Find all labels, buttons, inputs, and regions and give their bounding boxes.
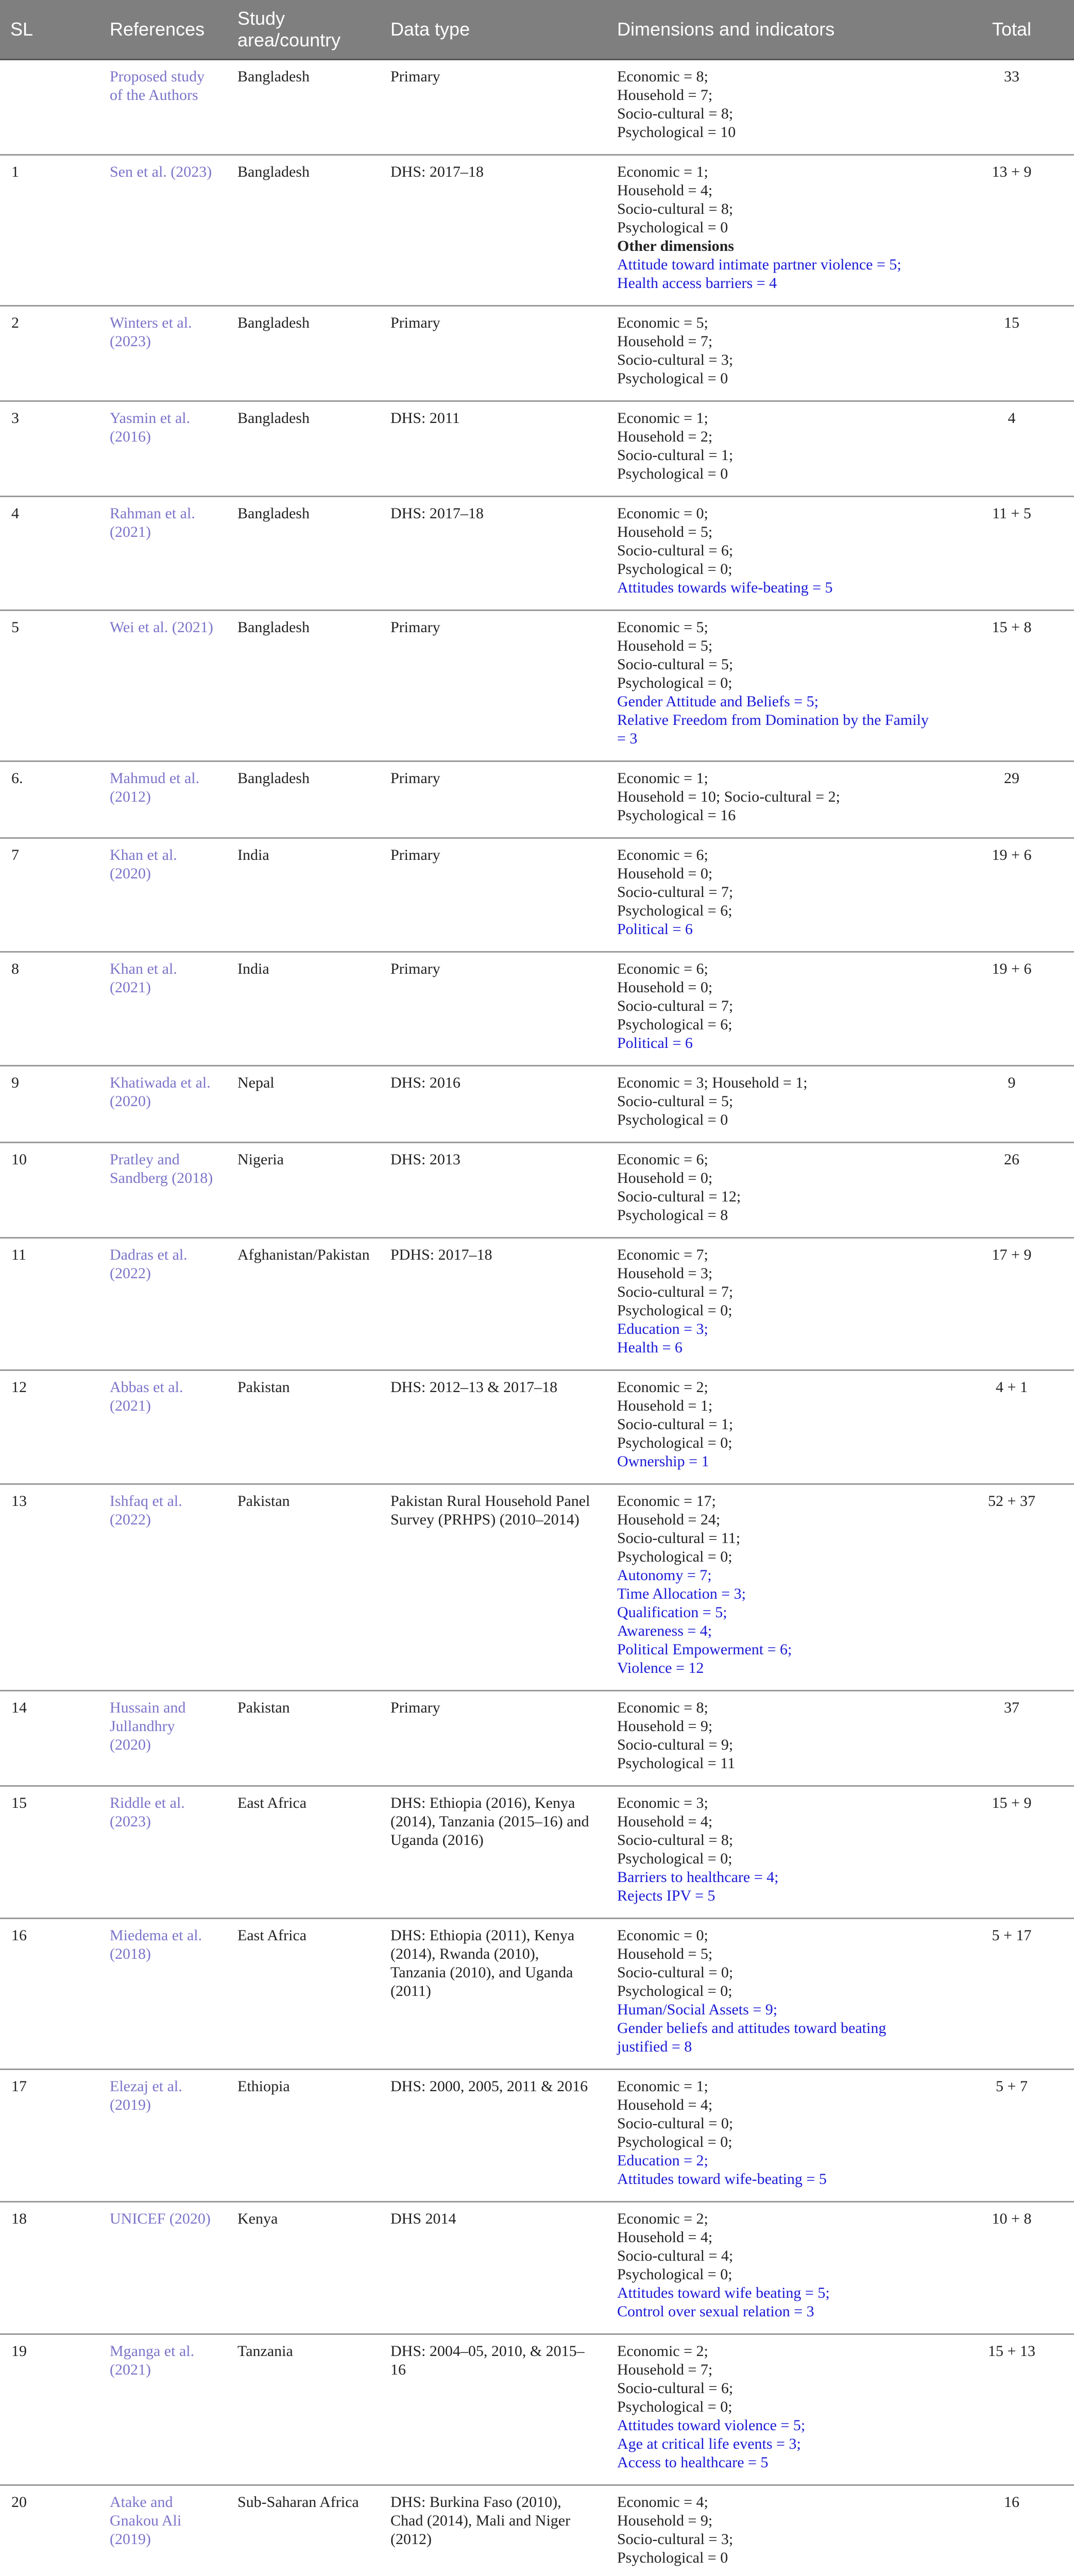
table-row [0,1066,1074,1143]
dimension-indicator: Household = 1; [617,1397,713,1414]
dimension-indicator: Socio-cultural = 7; [617,1283,734,1300]
row-sl: 8 [0,952,99,1066]
table-row [0,1919,1074,2070]
dimension-indicator: Psychological = 11 [617,1755,736,1772]
row-dimensions [607,401,949,497]
row-total: 11 + 5 [949,497,1074,611]
other-dimension-indicator: Ownership = 1 [617,1453,709,1470]
row-data-type: Primary [380,952,607,1066]
other-dimension-indicator: Barriers to healthcare = 4; [617,1869,779,1886]
dimension-indicator: Socio-cultural = 7; [617,997,734,1014]
row-total: 17 + 9 [949,1238,1074,1370]
row-sl: 17 [0,2070,99,2202]
dimension-indicator: Economic = 2; [617,2210,708,2227]
row-data-type: Pakistan Rural Household Panel Survey (PRHPS) (2010–2014) [380,1484,607,1691]
other-dimension-indicator: Health access barriers = 4 [617,275,777,292]
reference-link[interactable]: Atake and Gnakou Ali (2019) [99,2485,227,2576]
row-total: 19 + 6 [949,838,1074,952]
row-dimensions [607,60,949,155]
row-study-area: Bangladesh [227,60,380,155]
table-row [0,611,1074,761]
row-sl: 9 [0,1066,99,1143]
other-dimension-indicator: Attitude toward intimate partner violence = 5; [617,256,901,273]
reference-link[interactable]: Pratley and Sandberg (2018) [99,1143,227,1238]
dimension-indicator: Psychological = 0 [617,1111,728,1128]
dimension-indicator: Economic = 5; [617,619,708,636]
other-dimension-indicator: Awareness = 4; [617,1622,712,1639]
row-dimensions [607,155,949,306]
dimension-indicator: Economic = 0; [617,505,708,522]
table-row [0,401,1074,497]
row-total: 13 + 9 [949,155,1074,306]
dimension-indicator: Economic = 0; [617,1927,708,1944]
dimension-indicator: Economic = 17; [617,1493,716,1510]
row-data-type: DHS: 2000, 2005, 2011 & 2016 [380,2070,607,2202]
table-body [0,60,1074,2576]
other-dimension-indicator: Time Allocation = 3; [617,1585,746,1602]
row-sl: 15 [0,1786,99,1919]
dimension-indicator: Household = 7; [617,87,713,104]
row-dimensions [607,761,949,838]
dimension-indicator: Economic = 4; [617,2494,708,2511]
header-study-area: Study area/country [227,0,380,60]
dimension-indicator: Psychological = 0 [617,370,728,387]
table-row [0,497,1074,611]
row-total: 4 [949,401,1074,497]
row-study-area: Pakistan [227,1370,380,1484]
dimension-indicator: Household = 0; [617,1170,713,1187]
dimension-indicator: Socio-cultural = 3; [617,2531,734,2548]
row-total: 19 + 6 [949,952,1074,1066]
table-row [0,838,1074,952]
other-dimension-indicator: Violence = 12 [617,1659,704,1676]
row-data-type: DHS: Ethiopia (2011), Kenya (2014), Rwanda (2010), Tanzania (2010), and Uganda (2011) [380,1919,607,2070]
dimension-indicator: Psychological = 0 [617,2549,728,2566]
row-sl: 10 [0,1143,99,1238]
dimension-indicator: Psychological = 0; [617,1982,732,1999]
dimension-indicator: Household = 4; [617,182,713,199]
row-study-area: East Africa [227,1919,380,2070]
table-row [0,1484,1074,1691]
row-total: 15 + 8 [949,611,1074,761]
other-dimension-indicator: Relative Freedom from Domination by the Family = 3 [617,711,929,747]
row-dimensions [607,1238,949,1370]
dimension-indicator: Economic = 2; [617,2343,708,2360]
other-dimension-indicator: Political = 6 [617,921,693,938]
dimension-indicator: Socio-cultural = 6; [617,2380,734,2397]
row-sl [0,60,99,155]
other-dimension-indicator: Age at critical life events = 3; [617,2435,801,2452]
row-data-type: PDHS: 2017–18 [380,1238,607,1370]
row-data-type: DHS 2014 [380,2202,607,2334]
table-row [0,1238,1074,1370]
table-row [0,2334,1074,2485]
other-dimension-indicator: Education = 2; [617,2152,708,2169]
dimension-indicator: Socio-cultural = 9; [617,1736,734,1753]
dimension-indicator: Household = 3; [617,1265,713,1282]
table-row [0,2202,1074,2334]
row-data-type: DHS: 2012–13 & 2017–18 [380,1370,607,1484]
dimension-indicator: Household = 5; [617,523,713,540]
row-data-type: Primary [380,838,607,952]
reference-link[interactable]: Wei et al. (2021) [99,611,227,761]
row-data-type: Primary [380,611,607,761]
reference-link[interactable]: Dadras et al. (2022) [99,1238,227,1370]
dimension-indicator: Socio-cultural = 0; [617,1964,734,1981]
dimension-indicator: Household = 0; [617,979,713,996]
row-total: 5 + 7 [949,2070,1074,2202]
reference-link[interactable]: Miedema et al. (2018) [99,1919,227,2070]
dimension-indicator: Household = 9; [617,1718,713,1735]
dimension-indicator: Psychological = 10 [617,124,736,141]
table-row [0,1143,1074,1238]
dimension-indicator: Household = 4; [617,1813,713,1830]
row-dimensions [607,952,949,1066]
row-study-area: Nepal [227,1066,380,1143]
dimension-indicator: Economic = 3; Household = 1; [617,1074,808,1091]
dimension-indicator: Socio-cultural = 4; [617,2247,734,2264]
table-row [0,306,1074,401]
row-data-type: Primary [380,60,607,155]
row-data-type: Primary [380,306,607,401]
row-total: 37 [949,1691,1074,1786]
reference-link[interactable]: Mganga et al. (2021) [99,2334,227,2485]
row-data-type: DHS: 2013 [380,1143,607,1238]
other-dimension-indicator: Attitudes toward wife beating = 5; [617,2284,830,2301]
row-study-area: Tanzania [227,2334,380,2485]
row-dimensions [607,2334,949,2485]
dimension-indicator: Economic = 8; [617,1699,708,1716]
row-study-area: India [227,838,380,952]
table-row [0,1691,1074,1786]
row-sl: 18 [0,2202,99,2334]
row-study-area: Ethiopia [227,2070,380,2202]
reference-link[interactable]: Khan et al. (2021) [99,952,227,1066]
row-sl: 6. [0,761,99,838]
reference-link[interactable]: Khan et al. (2020) [99,838,227,952]
other-dimension-indicator: Gender Attitude and Beliefs = 5; [617,693,819,710]
row-dimensions [607,611,949,761]
row-sl: 3 [0,401,99,497]
header-data-type: Data type [380,0,607,60]
row-study-area: India [227,952,380,1066]
dimension-indicator: Socio-cultural = 8; [617,105,734,122]
other-dimension-indicator: Control over sexual relation = 3 [617,2303,814,2320]
row-study-area: Kenya [227,2202,380,2334]
row-study-area: Sub-Saharan Africa [227,2485,380,2576]
dimension-indicator: Household = 4; [617,2096,713,2113]
row-dimensions [607,838,949,952]
dimension-indicator: Household = 2; [617,428,713,445]
other-dimension-indicator: Human/Social Assets = 9; [617,2001,778,2018]
reference-link[interactable]: Rahman et al. (2021) [99,497,227,611]
reference-link[interactable]: Sen et al. (2023) [99,155,227,306]
dimension-indicator: Psychological = 6; [617,902,732,919]
table-row [0,155,1074,306]
dimension-indicator: Economic = 7; [617,1246,708,1263]
row-sl: 1 [0,155,99,306]
dimension-indicator: Psychological = 0 [617,465,728,482]
dimension-indicator: Economic = 6; [617,1151,708,1168]
other-dimension-indicator: Autonomy = 7; [617,1567,712,1584]
dimension-indicator: Psychological = 0; [617,2133,732,2150]
dimension-indicator: Household = 5; [617,637,713,654]
row-dimensions [607,306,949,401]
row-dimensions [607,1484,949,1691]
table-row [0,952,1074,1066]
dimension-indicator: Socio-cultural = 8; [617,1832,734,1849]
dimension-indicator: Economic = 1; [617,163,708,180]
reference-text: Proposed study of the Authors [99,60,227,155]
dimension-indicator: Socio-cultural = 1; [617,447,734,464]
row-data-type: Primary [380,761,607,838]
row-total: 9 [949,1066,1074,1143]
table-row [0,761,1074,838]
dimension-indicator: Household = 5; [617,1945,713,1962]
row-data-type: DHS: 2016 [380,1066,607,1143]
reference-link[interactable]: Elezaj et al. (2019) [99,2070,227,2202]
table-row [0,2485,1074,2576]
other-dimension-indicator: Attitudes toward wife-beating = 5 [617,2171,827,2188]
other-dimension-indicator: Access to healthcare = 5 [617,2454,769,2471]
row-sl: 2 [0,306,99,401]
other-dimension-indicator: Political = 6 [617,1035,693,1052]
row-dimensions [607,2485,949,2576]
dimension-indicator: Psychological = 0; [617,1850,732,1867]
row-total: 26 [949,1143,1074,1238]
other-dimension-indicator: Health = 6 [617,1339,683,1356]
reference-link[interactable]: Riddle et al. (2023) [99,1786,227,1919]
other-dimension-indicator: Qualification = 5; [617,1604,727,1621]
dimension-indicator: Household = 0; [617,865,713,882]
reference-link[interactable]: UNICEF (2020) [99,2202,227,2334]
row-sl: 12 [0,1370,99,1484]
other-dimensions-label: Other dimensions [617,238,734,255]
row-study-area: Bangladesh [227,306,380,401]
row-study-area: Bangladesh [227,497,380,611]
reference-link[interactable]: Winters et al. (2023) [99,306,227,401]
row-data-type: DHS: 2011 [380,401,607,497]
row-total: 4 + 1 [949,1370,1074,1484]
row-sl: 5 [0,611,99,761]
dimension-indicator: Socio-cultural = 5; [617,656,734,673]
row-study-area: Bangladesh [227,761,380,838]
dimension-indicator: Household = 24; [617,1511,721,1528]
dimension-indicator: Economic = 6; [617,846,708,863]
row-study-area: Bangladesh [227,611,380,761]
row-study-area: Pakistan [227,1691,380,1786]
other-dimension-indicator: Rejects IPV = 5 [617,1887,715,1904]
row-data-type: DHS: 2004–05, 2010, & 2015–16 [380,2334,607,2485]
dimension-indicator: Psychological = 0 [617,219,728,236]
dimension-indicator: Economic = 2; [617,1379,708,1396]
dimension-indicator: Socio-cultural = 5; [617,1093,734,1110]
row-data-type: DHS: 2017–18 [380,497,607,611]
row-sl: 19 [0,2334,99,2485]
row-study-area: Pakistan [227,1484,380,1691]
reference-link[interactable]: Abbas et al. (2021) [99,1370,227,1484]
table-row [0,60,1074,155]
dimension-indicator: Household = 9; [617,2512,713,2529]
other-dimension-indicator: Attitudes toward violence = 5; [617,2417,806,2434]
dimension-indicator: Socio-cultural = 0; [617,2115,734,2132]
row-study-area: Bangladesh [227,401,380,497]
row-data-type: DHS: Ethiopia (2016), Kenya (2014), Tanzania (2015–16) and Uganda (2016) [380,1786,607,1919]
row-study-area: Bangladesh [227,155,380,306]
row-sl: 13 [0,1484,99,1691]
row-data-type: DHS: Burkina Faso (2010), Chad (2014), Mali and Niger (2012) [380,2485,607,2576]
dimension-indicator: Household = 7; [617,2361,713,2378]
row-total: 15 + 13 [949,2334,1074,2485]
dimension-indicator: Household = 7; [617,333,713,350]
table-row [0,2070,1074,2202]
row-dimensions [607,1786,949,1919]
row-total: 16 [949,2485,1074,2576]
row-sl: 11 [0,1238,99,1370]
other-dimension-indicator: Gender beliefs and attitudes toward beating justified = 8 [617,2020,887,2055]
row-dimensions [607,1143,949,1238]
row-total: 15 + 9 [949,1786,1074,1919]
table-row [0,1370,1074,1484]
dimension-indicator: Psychological = 0; [617,1548,732,1565]
row-sl: 16 [0,1919,99,2070]
row-total: 5 + 17 [949,1919,1074,2070]
dimension-indicator: Psychological = 0; [617,674,732,691]
row-dimensions [607,1919,949,2070]
row-data-type: Primary [380,1691,607,1786]
row-study-area: East Africa [227,1786,380,1919]
dimension-indicator: Socio-cultural = 12; [617,1188,741,1205]
row-total: 33 [949,60,1074,155]
row-data-type: DHS: 2017–18 [380,155,607,306]
dimension-indicator: Socio-cultural = 3; [617,351,734,368]
dimension-indicator: Socio-cultural = 11; [617,1530,741,1547]
header-dimensions: Dimensions and indicators [607,0,949,60]
row-study-area: Afghanistan/Pakistan [227,1238,380,1370]
dimension-indicator: Psychological = 0; [617,1434,732,1451]
row-dimensions [607,497,949,611]
dimension-indicator: Economic = 5; [617,314,708,331]
dimension-indicator: Economic = 1; [617,2078,708,2095]
dimension-indicator: Psychological = 6; [617,1016,732,1033]
row-total: 52 + 37 [949,1484,1074,1691]
dimension-indicator: Socio-cultural = 1; [617,1416,734,1433]
dimension-indicator: Economic = 1; [617,770,708,787]
dimension-indicator: Psychological = 0; [617,561,732,578]
dimension-indicator: Psychological = 0; [617,1302,732,1319]
other-dimension-indicator: Education = 3; [617,1320,708,1337]
dimension-indicator: Household = 4; [617,2229,713,2246]
dimension-indicator: Socio-cultural = 6; [617,542,734,559]
dimension-indicator: Psychological = 0; [617,2398,732,2415]
row-dimensions [607,2202,949,2334]
other-dimension-indicator: Attitudes towards wife-beating = 5 [617,579,833,596]
dimension-indicator: Economic = 6; [617,960,708,977]
dimension-indicator: Socio-cultural = 7; [617,884,734,901]
row-sl: 20 [0,2485,99,2576]
header-sl: SL [0,0,99,60]
header-references: References [99,0,227,60]
dimension-indicator: Economic = 8; [617,68,708,85]
row-sl: 4 [0,497,99,611]
row-dimensions [607,1370,949,1484]
table-header-row [0,0,1074,60]
other-dimension-indicator: Political Empowerment = 6; [617,1641,792,1658]
reference-link[interactable]: Yasmin et al. (2016) [99,401,227,497]
row-dimensions [607,1066,949,1143]
reference-link[interactable]: Mahmud et al. (2012) [99,761,227,838]
row-total: 10 + 8 [949,2202,1074,2334]
row-dimensions [607,1691,949,1786]
dimension-indicator: Economic = 1; [617,410,708,427]
row-study-area: Nigeria [227,1143,380,1238]
dimension-indicator: Socio-cultural = 8; [617,200,734,217]
reference-link[interactable]: Khatiwada et al. (2020) [99,1066,227,1143]
row-dimensions [607,2070,949,2202]
dimension-indicator: Psychological = 0; [617,2266,732,2283]
row-total: 15 [949,306,1074,401]
dimension-indicator: Psychological = 16 [617,807,736,824]
dimension-indicator: Psychological = 8 [617,1207,728,1224]
reference-link[interactable]: Ishfaq et al. (2022) [99,1484,227,1691]
dimension-indicator: Household = 10; Socio-cultural = 2; [617,788,840,805]
dimension-indicator: Economic = 3; [617,1794,708,1811]
header-total: Total [949,0,1074,60]
row-sl: 7 [0,838,99,952]
row-sl: 14 [0,1691,99,1786]
table-row [0,1786,1074,1919]
reference-link[interactable]: Hussain and Jullandhry (2020) [99,1691,227,1786]
row-total: 29 [949,761,1074,838]
